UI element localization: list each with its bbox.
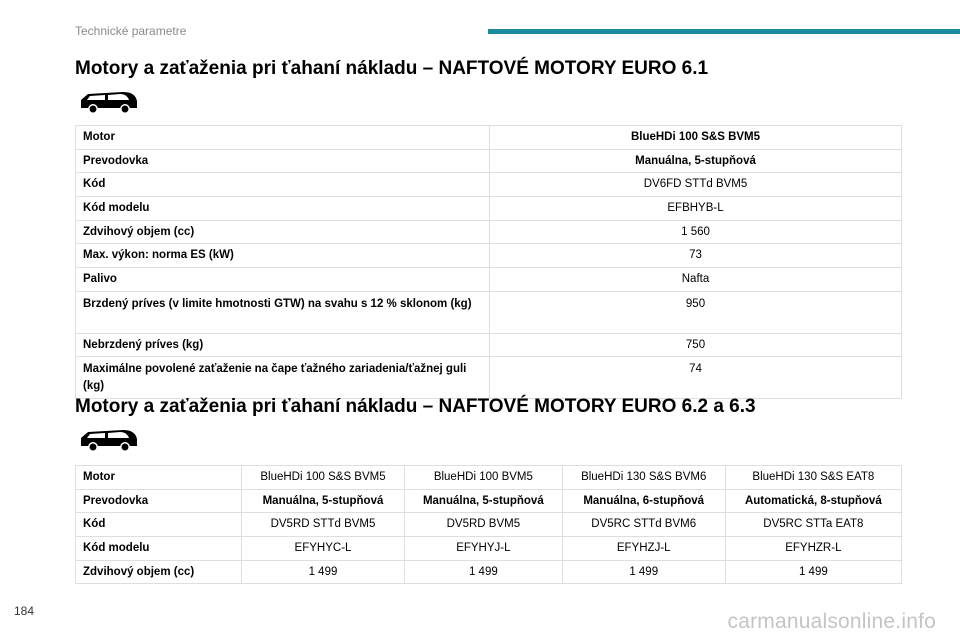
cell-value: Manuálna, 5-stupňová (242, 489, 405, 513)
row-label: Kód modelu (76, 537, 242, 561)
row-label: Motor (76, 126, 490, 150)
row-label: Nebrzdený príves (kg) (76, 333, 490, 357)
cell-value: DV5RD STTd BVM5 (242, 513, 405, 537)
cell-value: EFYHZJ-L (562, 537, 725, 561)
row-label: Brzdený príves (v limite hmotnosti GTW) na svahu s 12 % sklonom (kg) (76, 291, 490, 333)
table-row (76, 244, 902, 268)
cell-value: BlueHDi 130 S&S BVM6 (562, 466, 725, 490)
row-value: BlueHDi 100 S&S BVM5 (490, 126, 902, 150)
row-label: Zdvihový objem (cc) (76, 220, 490, 244)
specs-table-euro-6-2-6-3 (75, 465, 902, 584)
table-row (76, 149, 902, 173)
table-row (76, 197, 902, 221)
row-label: Palivo (76, 268, 490, 292)
row-value: 950 (490, 291, 902, 333)
cell-value: BlueHDi 100 BVM5 (404, 466, 562, 490)
watermark-brand: carmanualsonline.info (727, 610, 936, 633)
cell-value: 1 499 (242, 560, 405, 584)
row-label: Kód (76, 513, 242, 537)
van-icon (75, 426, 141, 454)
table-row (76, 357, 902, 399)
table-row (76, 537, 902, 561)
row-label: Prevodovka (76, 489, 242, 513)
table-row (76, 220, 902, 244)
cell-value: Manuálna, 6-stupňová (562, 489, 725, 513)
table-row (76, 466, 902, 490)
table-row (76, 173, 902, 197)
row-value: DV6FD STTd BVM5 (490, 173, 902, 197)
row-value: Nafta (490, 268, 902, 292)
cell-value: DV5RC STTd BVM6 (562, 513, 725, 537)
row-value: 1 560 (490, 220, 902, 244)
row-label: Kód (76, 173, 490, 197)
row-value: 73 (490, 244, 902, 268)
row-value: 74 (490, 357, 902, 399)
row-label: Prevodovka (76, 149, 490, 173)
cell-value: 1 499 (725, 560, 901, 584)
cell-value: EFYHYJ-L (404, 537, 562, 561)
cell-value: Automatická, 8-stupňová (725, 489, 901, 513)
cell-value: BlueHDi 100 S&S BVM5 (242, 466, 405, 490)
section-title-euro-6-2-6-3: Motory a zaťaženia pri ťahaní nákladu – NAFTOVÉ MOTORY EURO 6.2 a 6.3 (75, 396, 756, 417)
header-accent-bar (488, 29, 960, 34)
cell-value: DV5RD BVM5 (404, 513, 562, 537)
section-title-euro-6-1: Motory a zaťaženia pri ťahaní nákladu – NAFTOVÉ MOTORY EURO 6.1 (75, 58, 709, 79)
row-value: 750 (490, 333, 902, 357)
row-label: Kód modelu (76, 197, 490, 221)
row-label: Motor (76, 466, 242, 490)
row-label: Maximálne povolené zaťaženie na čape ťažného zariadenia/ťažnej guli (kg) (76, 357, 490, 399)
row-label: Max. výkon: norma ES (kW) (76, 244, 490, 268)
cell-value: BlueHDi 130 S&S EAT8 (725, 466, 901, 490)
running-header: Technické parametre (75, 24, 187, 38)
specs-table-euro-6-1 (75, 125, 902, 399)
cell-value: 1 499 (562, 560, 725, 584)
cell-value: 1 499 (404, 560, 562, 584)
row-label: Zdvihový objem (cc) (76, 560, 242, 584)
table-row (76, 489, 902, 513)
table-row (76, 513, 902, 537)
cell-value: DV5RC STTa EAT8 (725, 513, 901, 537)
cell-value: EFYHZR-L (725, 537, 901, 561)
page-number: 184 (14, 604, 35, 618)
table-row (76, 268, 902, 292)
table-row (76, 291, 902, 333)
row-value: Manuálna, 5-stupňová (490, 149, 902, 173)
row-value: EFBHYB-L (490, 197, 902, 221)
table-row (76, 126, 902, 150)
table-row (76, 333, 902, 357)
table-row (76, 560, 902, 584)
cell-value: EFYHYC-L (242, 537, 405, 561)
cell-value: Manuálna, 5-stupňová (404, 489, 562, 513)
van-icon (75, 88, 141, 116)
